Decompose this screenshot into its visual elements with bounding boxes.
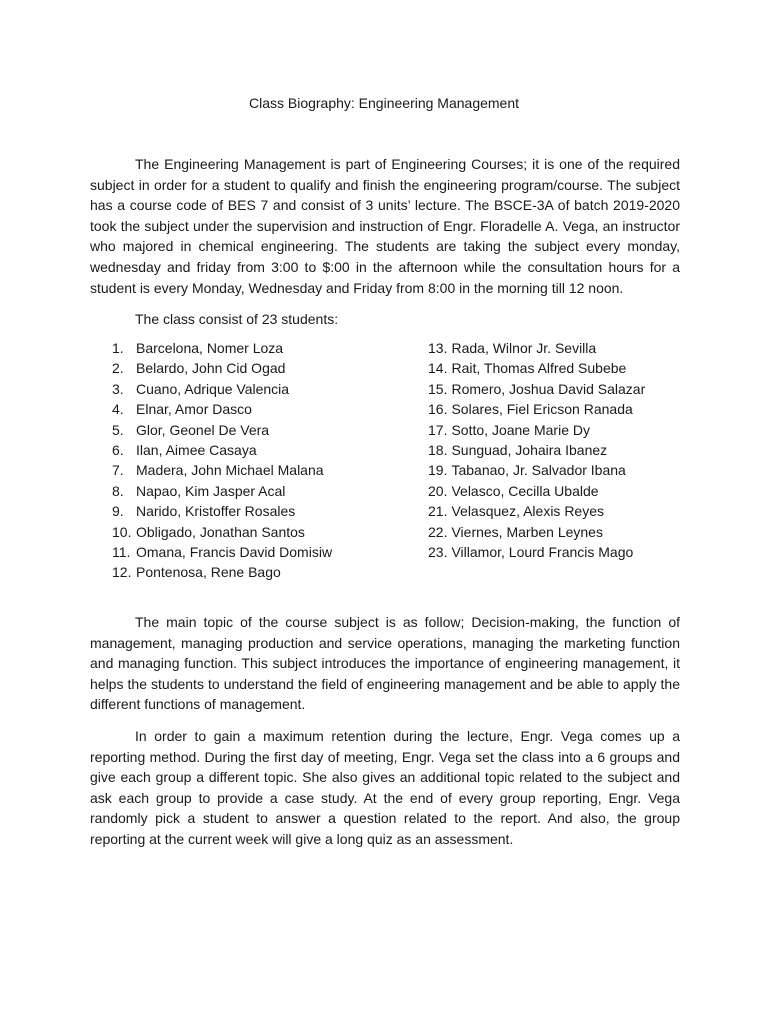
student-name: Romero, Joshua David Salazar — [451, 380, 646, 397]
student-number: 6. — [112, 441, 124, 458]
student-list-right-column — [428, 338, 645, 562]
student-name: Barcelona, Nomer Loza — [136, 340, 284, 356]
student-number: 14. — [428, 360, 448, 377]
student-name: Sotto, Joane Marie Dy — [451, 421, 590, 438]
student-name: Madera, John Michael Malana — [136, 462, 324, 479]
student-number: 4. — [112, 401, 124, 418]
student-number: 5. — [112, 421, 124, 438]
student-list-item — [112, 399, 332, 419]
student-list-item — [428, 440, 645, 460]
student-list-item — [428, 399, 645, 419]
student-number: 16. — [428, 401, 448, 418]
student-list-intro: The class consist of 23 students: — [135, 311, 339, 327]
student-number: 21. — [428, 503, 448, 520]
student-name: Velasco, Cecilla Ubalde — [451, 482, 599, 499]
document-title: Class Biography: Engineering Management — [248, 95, 520, 111]
student-list-item — [428, 338, 645, 358]
student-number: 20. — [428, 482, 448, 499]
student-list-item — [112, 440, 332, 460]
student-number: 23. — [428, 543, 448, 560]
student-list-item — [112, 379, 332, 399]
student-name: Elnar, Amor Dasco — [136, 401, 252, 418]
student-name: Pontenosa, Rene Bago — [136, 564, 281, 581]
course-topics-paragraph: The main topic of the course subject is as follow; Decision-making, the function of management, managing production and service operations, managing the marketing function and managing function. This subject introduces the importance of engineering management, it helps the students to understand the field of engineering management and be able to apply the different functions of management. — [90, 614, 680, 713]
student-list-item — [428, 420, 645, 440]
student-list-item — [112, 522, 332, 542]
student-number: 2. — [112, 360, 124, 377]
student-list-item — [428, 542, 645, 562]
course-description-paragraph: The Engineering Management is part of Engineering Courses; it is one of the required subject in order for a student to qualify and finish the engineering program/course. The subject has a course code of BES 7 and consist of 3 units’ lecture. The BSCE-3A of batch 2019-2020 took the subject under the supervision and instruction of Engr. Floradelle A. Vega, an instructor who majored in chemical engineering. The students are taking the subject every monday, wednesday and friday from 3:00 to $:00 in the afternoon while the consultation hours for a student is every Monday, Wednesday and Friday from 8:00 in the morning till 12 noon. — [90, 156, 680, 296]
student-number: 7. — [112, 462, 124, 479]
student-number: 22. — [428, 523, 448, 540]
student-list-item — [428, 379, 645, 399]
student-name: Villamor, Lourd Francis Mago — [451, 543, 634, 560]
student-number: 15. — [428, 380, 448, 397]
student-number: 9. — [112, 503, 124, 520]
student-name: Velasquez, Alexis Reyes — [451, 503, 604, 520]
student-number: 1. — [112, 340, 124, 356]
student-number: 17. — [428, 421, 448, 438]
student-list-item — [112, 481, 332, 501]
student-list-left-column — [112, 338, 332, 583]
student-list-item — [112, 358, 332, 378]
student-name: Belardo, John Cid Ogad — [136, 360, 286, 377]
student-number: 18. — [428, 441, 448, 458]
student-list-item — [112, 501, 332, 521]
student-number: 12. — [112, 564, 132, 581]
student-list-item — [428, 358, 645, 378]
student-list-item — [428, 522, 645, 542]
reporting-method-paragraph: In order to gain a maximum retention during the lecture, Engr. Vega comes up a reporting method. During the first day of meeting, Engr. Vega set the class into a 6 groups and give each group a different topic. She also gives an additional topic related to the subject and ask each group to provide a case study. At the end of every group reporting, Engr. Vega randomly pick a student to answer a question related to the report. And also, the group reporting at the current week will give a long quiz as an assessment. — [90, 728, 680, 847]
student-name: Glor, Geonel De Vera — [136, 421, 270, 438]
student-number: 10. — [112, 523, 132, 540]
student-name: Narido, Kristoffer Rosales — [136, 503, 296, 520]
student-name: Obligado, Jonathan Santos — [136, 523, 305, 540]
student-number: 19. — [428, 462, 448, 479]
student-number: 3. — [112, 380, 124, 397]
student-name: Solares, Fiel Ericson Ranada — [451, 401, 633, 418]
student-list-item — [428, 501, 645, 521]
student-name: Sunguad, Johaira Ibanez — [451, 441, 608, 458]
student-list-item — [112, 460, 332, 480]
student-name: Ilan, Aimee Casaya — [136, 441, 257, 458]
student-name: Rada, Wilnor Jr. Sevilla — [451, 340, 597, 356]
student-list-item — [112, 338, 332, 358]
student-list-item — [112, 420, 332, 440]
student-list-item — [112, 542, 332, 562]
student-list-item — [112, 562, 332, 582]
student-name: Cuano, Adrique Valencia — [136, 380, 290, 397]
student-name: Viernes, Marben Leynes — [451, 523, 603, 540]
student-list-item — [428, 460, 645, 480]
student-name: Rait, Thomas Alfred Subebe — [451, 360, 627, 377]
student-name: Tabanao, Jr. Salvador Ibana — [451, 462, 626, 479]
student-number: 11. — [112, 543, 131, 560]
student-number: 8. — [112, 482, 124, 499]
student-name: Omana, Francis David Domisiw — [136, 543, 333, 560]
student-name: Napao, Kim Jasper Acal — [136, 482, 286, 499]
student-list-item — [428, 481, 645, 501]
student-number: 13. — [428, 340, 448, 356]
